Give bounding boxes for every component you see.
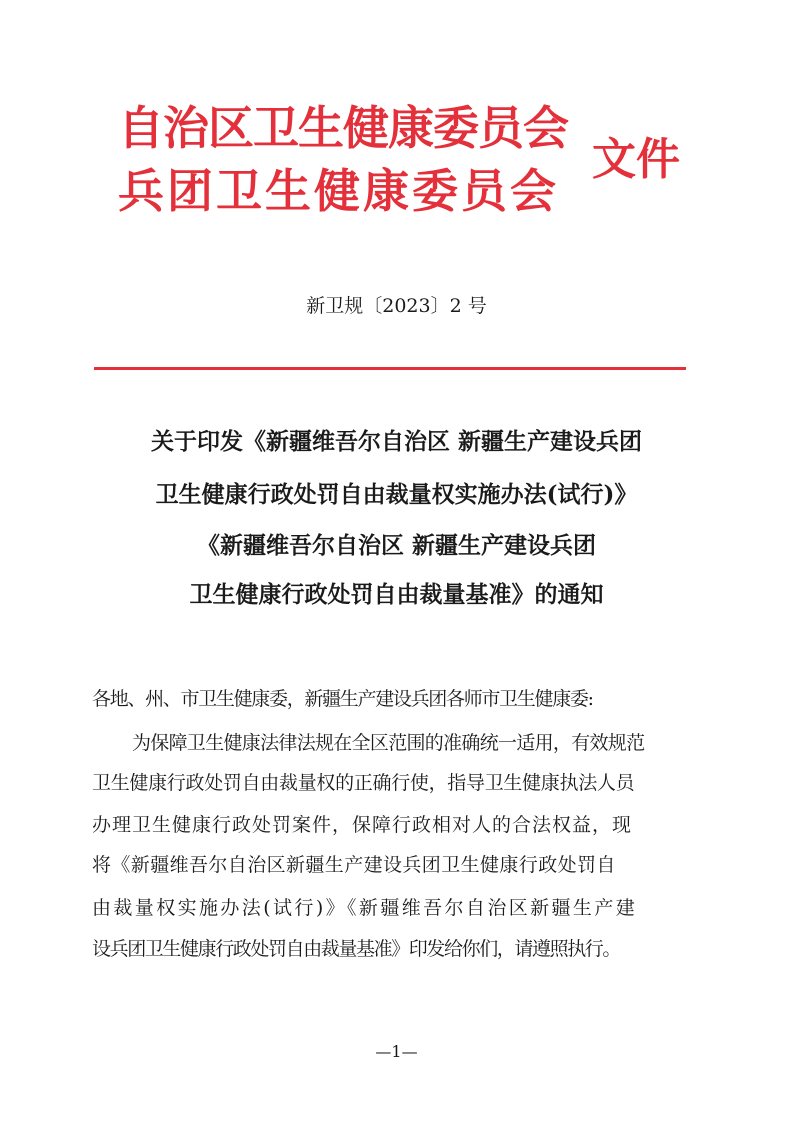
body-text-line-4: 将《新疆维吾尔自治区新疆生产建设兵团卫生健康行政处罚自: [92, 854, 616, 876]
issuer-name-region: 自治区卫生健康委员会: [118, 101, 568, 155]
body-text-line-5: 由裁量权实施办法(试行)》《新疆维吾尔自治区新疆生产建: [92, 897, 638, 919]
red-divider-rule: [94, 367, 686, 370]
document-title-line-4: 卫生健康行政处罚自由裁量基准》的通知: [189, 581, 604, 608]
document-title-line-3: 《新疆维吾尔自治区 新疆生产建设兵团: [196, 532, 596, 559]
issuer-name-corps: 兵团卫生健康委员会: [118, 164, 559, 218]
body-text-line-6: 设兵团卫生健康行政处罚自由裁量基准》印发给你们，请遵照执行。: [92, 938, 621, 960]
document-type-label: 文件: [592, 134, 680, 185]
body-text-line-3: 办理卫生健康行政处罚案件，保障行政相对人的合法权益，现: [92, 814, 633, 836]
body-text-line-2: 卫生健康行政处罚自由裁量权的正确行使，指导卫生健康执法人员: [92, 772, 635, 794]
salutation: 各地、州、市卫生健康委，新疆生产建设兵团各师市卫生健康委:: [92, 688, 593, 710]
page-number: —1—: [375, 1042, 418, 1061]
body-text-line-1: 为保障卫生健康法律法规在全区范围的准确统一适用，有效规范: [132, 732, 645, 754]
document-title-line-1: 关于印发《新疆维吾尔自治区 新疆生产建设兵团: [150, 428, 642, 455]
document-number: 新卫规〔2023〕2 号: [306, 295, 487, 317]
document-title-line-2: 卫生健康行政处罚自由裁量权实施办法(试行)》: [155, 481, 638, 508]
